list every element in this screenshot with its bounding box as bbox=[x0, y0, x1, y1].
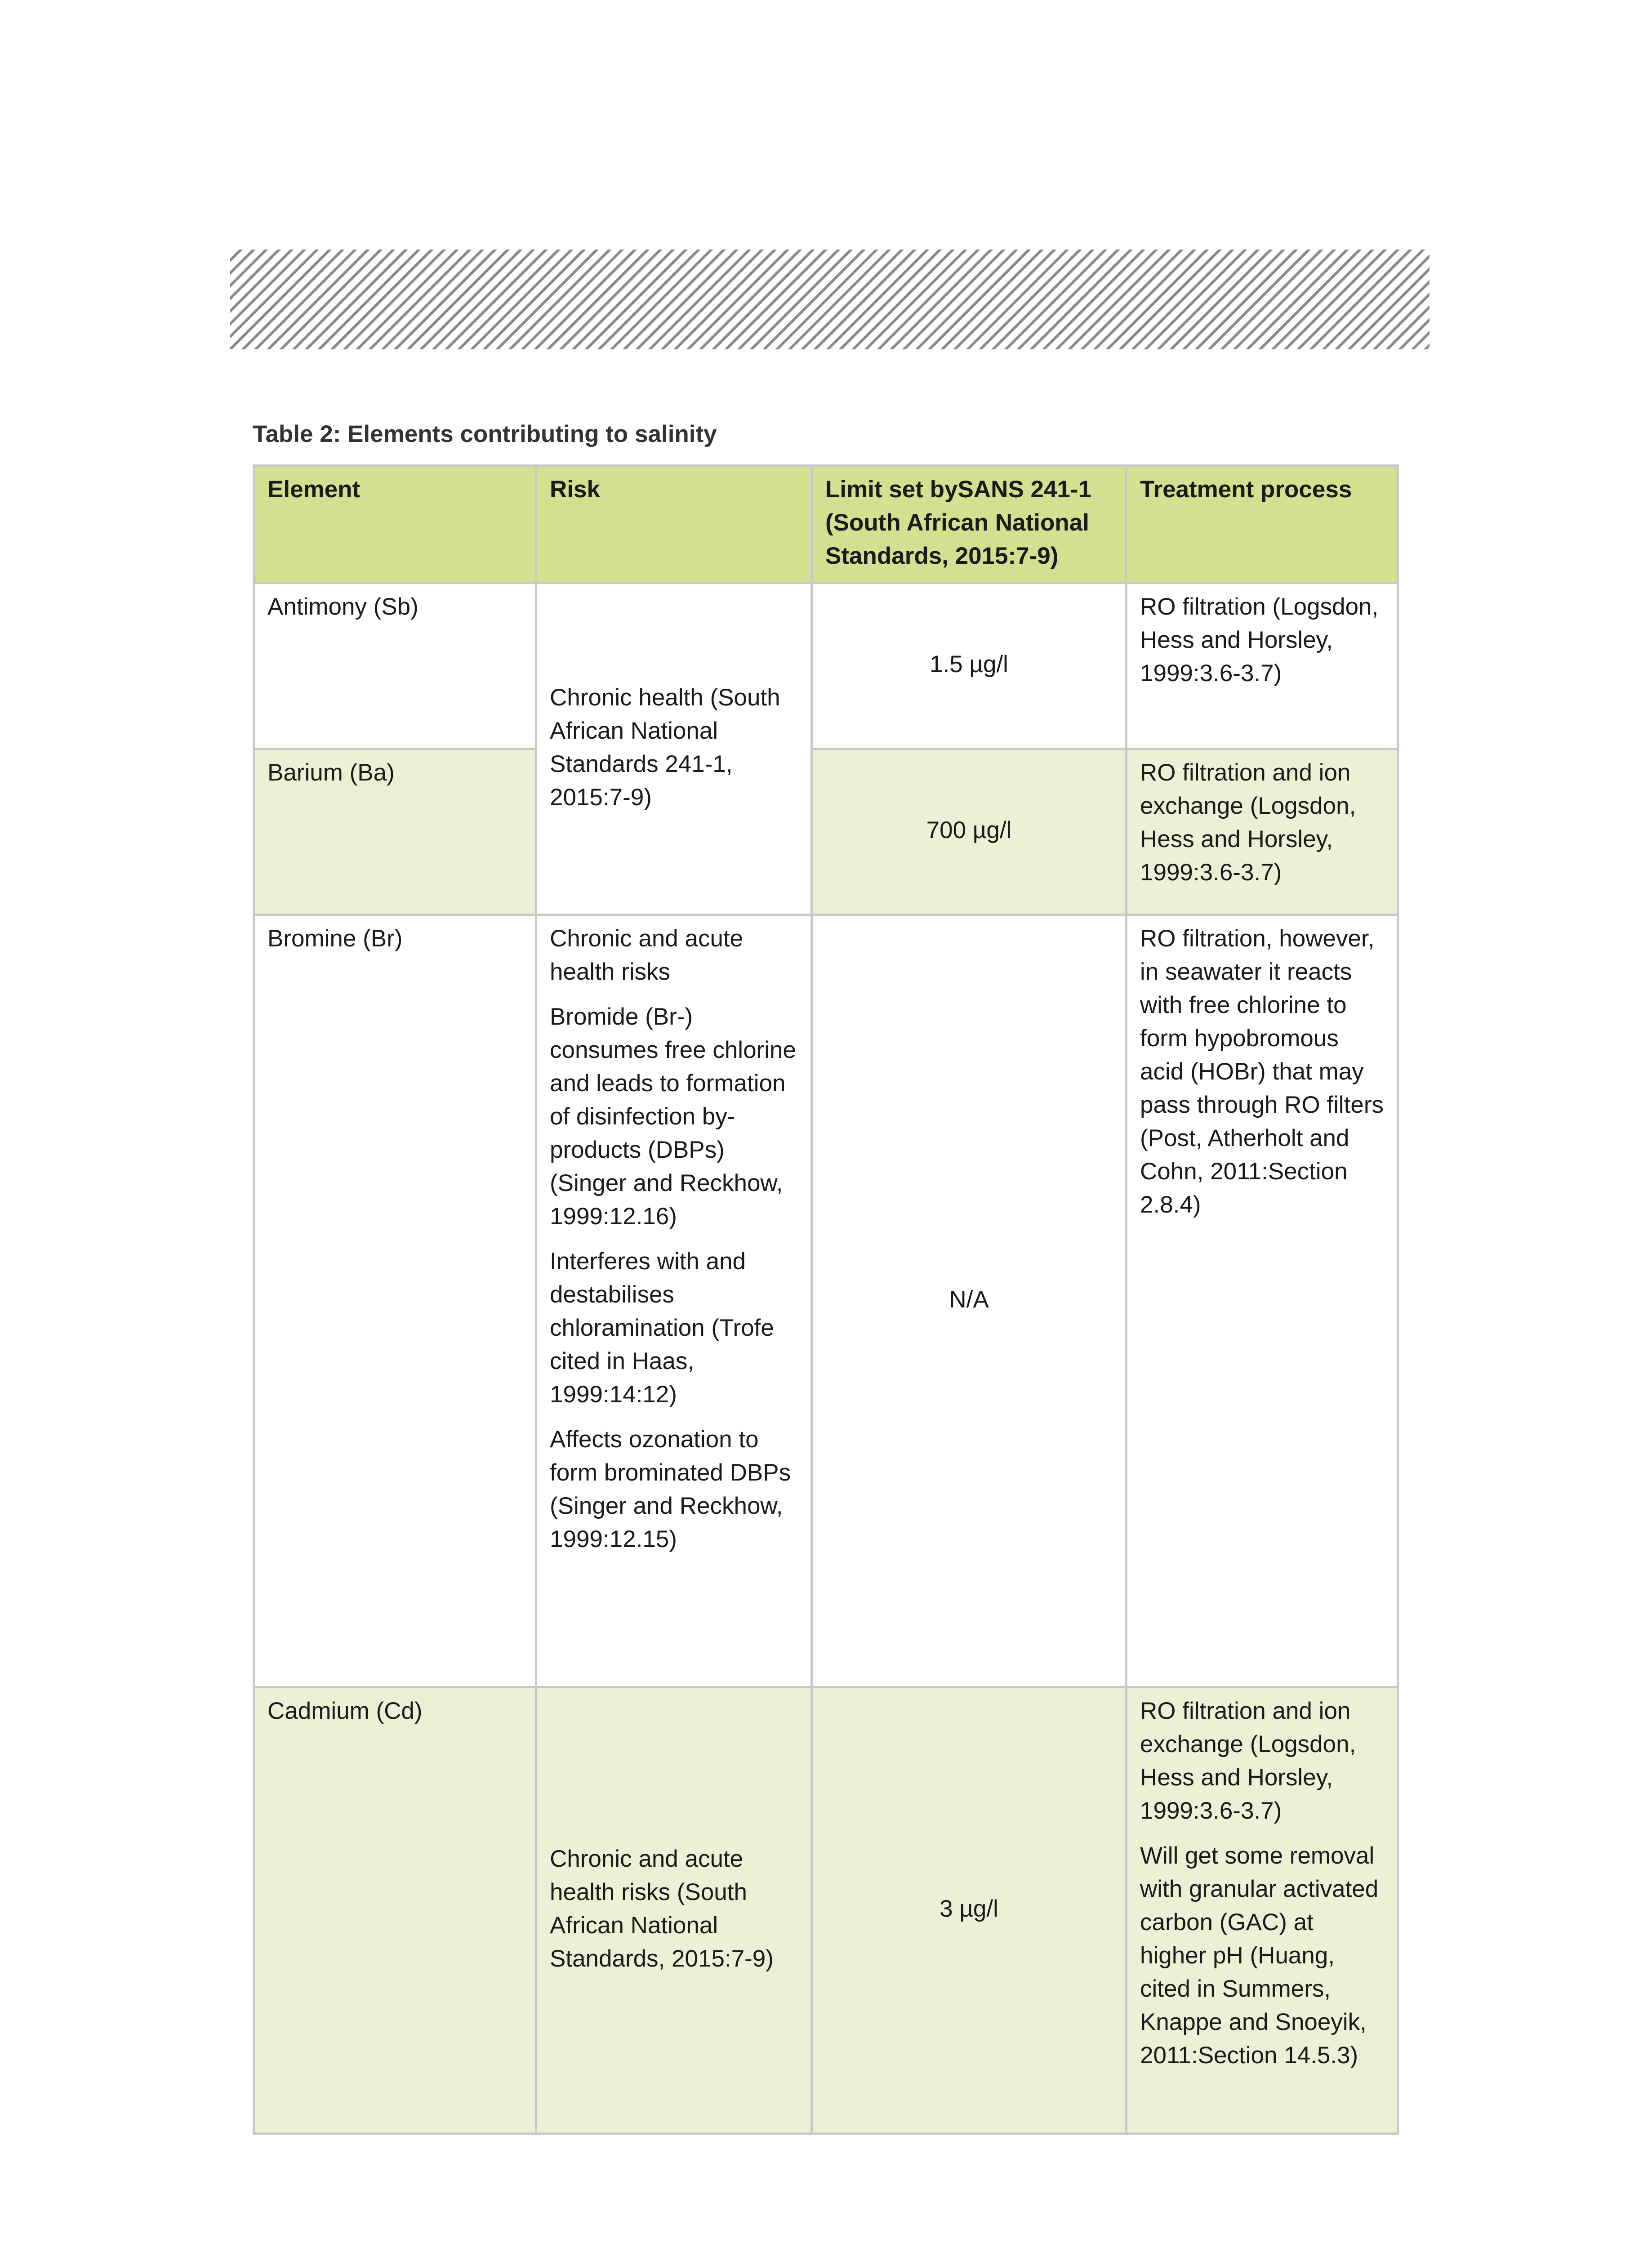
cell-element: Barium (Ba) bbox=[254, 749, 536, 915]
risk-paragraph: Interferes with and destabilises chloramination (Trofe cited in Haas, 1999:14:12) bbox=[550, 1248, 774, 1408]
header-element: Element bbox=[254, 466, 536, 583]
cell-risk bbox=[536, 1687, 812, 2134]
cell-limit: N/A bbox=[812, 915, 1127, 1687]
cell-element: Bromine (Br) bbox=[254, 915, 536, 1687]
risk-paragraph: Chronic and acute health risks (South African National Standards, 2015:7-9) bbox=[550, 1846, 774, 1972]
cell-treatment bbox=[1127, 583, 1398, 749]
table-row bbox=[254, 1687, 1398, 2134]
table-row bbox=[254, 583, 1398, 749]
cell-limit: 1.5 µg/l bbox=[812, 583, 1127, 749]
header-treatment: Treatment process bbox=[1127, 466, 1398, 583]
cell-element: Antimony (Sb) bbox=[254, 583, 536, 749]
cell-risk-shared: Chronic health (South African National Standards 241-1, 2015:7-9) bbox=[536, 583, 812, 915]
table-caption: Table 2: Elements contributing to salinity bbox=[253, 421, 717, 447]
cell-risk bbox=[536, 915, 812, 1687]
risk-paragraph: Chronic and acute health risks bbox=[550, 925, 744, 985]
treatment-paragraph: RO filtration (Logsdon, Hess and Horsley, 1999:3.6-3.7) bbox=[1140, 593, 1379, 687]
decorative-hatch-banner bbox=[230, 250, 1429, 349]
cell-limit: 700 µg/l bbox=[812, 749, 1127, 915]
treatment-paragraph: RO filtration and ion exchange (Logsdon, Hess and Horsley, 1999:3.6-3.7) bbox=[1140, 759, 1356, 886]
cell-element: Cadmium (Cd) bbox=[254, 1687, 536, 2134]
cell-treatment bbox=[1127, 1687, 1398, 2134]
treatment-paragraph: RO filtration, however, in seawater it reacts with free chlorine to form hypobromous acid (HOBr) that may pass through RO filters (Post, Atherholt and Cohn, 2011:Section 2.8.4) bbox=[1140, 925, 1384, 1218]
table-row bbox=[254, 915, 1398, 1687]
header-limit: Limit set bySANS 241-1 (South African National Standards, 2015:7-9) bbox=[812, 466, 1127, 583]
salinity-elements-table bbox=[253, 464, 1399, 2135]
risk-paragraph: Bromide (Br-) consumes free chlorine and leads to formation of disinfection by-products (DBPs) (Singer and Reckhow, 1999:12.16) bbox=[550, 1004, 796, 1230]
cell-treatment bbox=[1127, 915, 1398, 1687]
cell-treatment bbox=[1127, 749, 1398, 915]
cell-limit: 3 µg/l bbox=[812, 1687, 1127, 2134]
treatment-paragraph: RO filtration and ion exchange (Logsdon, Hess and Horsley, 1999:3.6-3.7) bbox=[1140, 1698, 1356, 1824]
table-header-row bbox=[254, 466, 1398, 583]
header-risk: Risk bbox=[536, 466, 812, 583]
risk-paragraph: Affects ozonation to form brominated DBPs (Singer and Reckhow, 1999:12.15) bbox=[550, 1426, 791, 1552]
treatment-paragraph: Will get some removal with granular activated carbon (GAC) at higher pH (Huang, cited in Summers, Knappe and Snoeyik, 2011:Section 14.5.3) bbox=[1140, 1842, 1379, 2069]
table-row bbox=[254, 749, 1398, 915]
